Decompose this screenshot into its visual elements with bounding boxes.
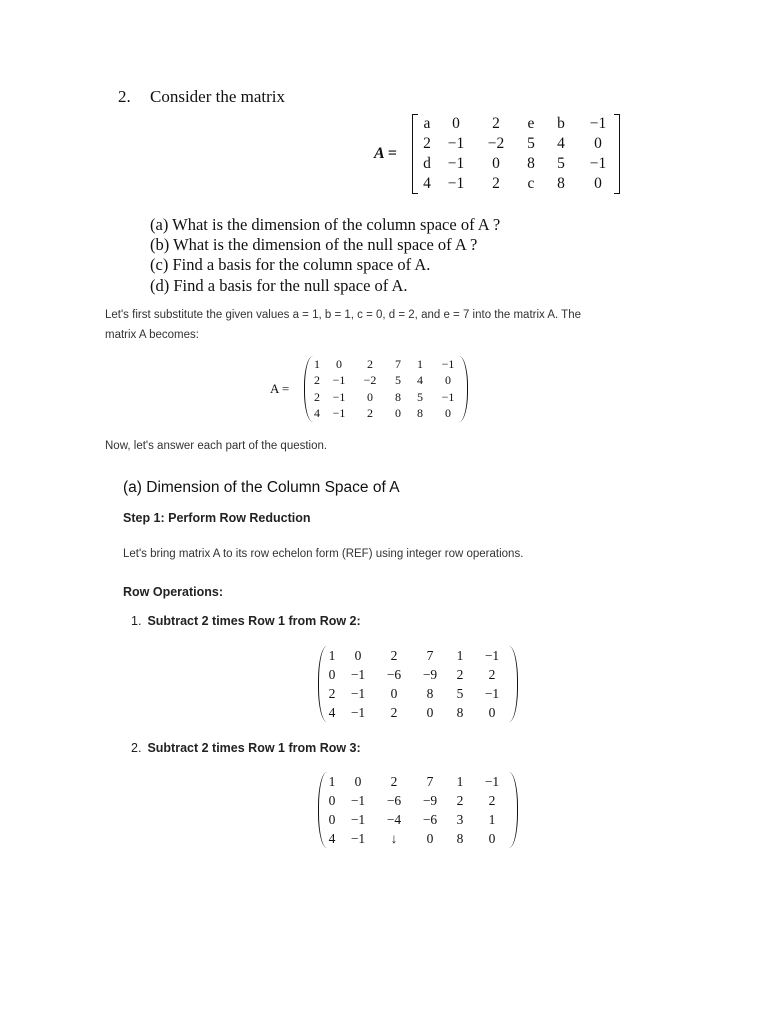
matrix-row [324,829,512,848]
matrix-row [324,791,512,810]
matrix-cell: 1 [328,773,336,789]
matrix-cell: −6 [386,666,402,682]
question-c: (c) Find a basis for the column space of A. [150,255,431,274]
matrix-row [418,134,620,154]
matrix-cell: 8 [527,155,535,172]
matrix-cell: 0 [445,373,451,388]
intro-line-2: matrix A becomes: [105,329,199,341]
matrix-cell: 5 [527,135,535,152]
matrix-cell: 5 [417,389,423,404]
matrix-cell: 4 [328,830,336,846]
matrix-row [309,406,465,423]
matrix-cell: 0 [445,406,451,421]
op-1 [131,614,361,628]
matrix-cell: −6 [422,811,438,827]
matrix-cell: 2 [456,666,464,682]
matrix-cell: 0 [336,356,342,371]
matrix-cell: 8 [456,704,464,720]
matrix-cell: b [557,115,565,132]
matrix-cell: −1 [447,175,465,192]
matrix-cell: 2 [390,704,398,720]
answer-matrix-label: A = [270,381,290,396]
question-a: (a) What is the dimension of the column space of A ? [150,215,501,234]
now-text: Now, let's answer each part of the question. [105,440,328,452]
matrix-cell: 5 [557,155,565,172]
matrix-cell: 2 [390,647,398,663]
matrix-cell: 0 [492,155,500,172]
matrix-cell: 4 [314,406,320,421]
matrix-cell: −1 [350,830,366,846]
matrix-cell: 7 [426,773,434,789]
problem-matrix [412,114,620,194]
arrow-down-icon: ↓ [390,830,398,846]
matrix-cell: 0 [367,389,373,404]
matrix-row [324,646,512,665]
matrix-cell: 1 [417,356,423,371]
matrix-cell: 2 [492,175,500,192]
matrix-cell: −1 [589,115,607,132]
matrix-row [309,389,465,406]
step1-text: Let's bring matrix A to its row echelon form (REF) using integer row operations. [123,548,524,560]
matrix-row [324,665,512,684]
matrix-cell: 4 [557,135,565,152]
matrix-row [418,174,620,194]
op-2-matrix [318,772,518,848]
matrix-cell: 2 [328,685,336,701]
matrix-cell: 0 [488,704,496,720]
intro-line-1: Let's first substitute the given values a = 1, b = 1, c = 0, d = 2, and e = 7 into the matrix A. The [105,309,582,321]
matrix-cell: −1 [589,155,607,172]
matrix-cell: 8 [456,830,464,846]
matrix-cell: 0 [328,666,336,682]
op-2-text: Subtract 2 times Row 1 from Row 3: [147,741,361,755]
matrix-cell: 8 [557,175,565,192]
matrix-cell: 1 [456,647,464,663]
matrix-cell: 2 [492,115,500,132]
matrix-cell: 0 [426,704,434,720]
matrix-cell: −1 [350,811,366,827]
matrix-cell: −6 [386,792,402,808]
matrix-cell: −1 [484,685,500,701]
problem-intro: Consider the matrix [150,87,286,106]
matrix-cell: −9 [422,666,438,682]
matrix-cell: −2 [487,135,505,152]
matrix-cell: 0 [354,773,362,789]
matrix-row [324,684,512,703]
op-2 [131,741,361,755]
matrix-cell: 0 [426,830,434,846]
question-d: (d) Find a basis for the null space of A. [150,276,408,295]
matrix-cell: 2 [488,666,496,682]
matrix-cell: −1 [447,155,465,172]
matrix-cell: −1 [484,647,500,663]
matrix-cell: −1 [332,406,346,421]
matrix-cell: 2 [423,135,431,152]
matrix-cell: 0 [390,685,398,701]
matrix-row [309,373,465,390]
matrix-cell: 5 [395,373,401,388]
matrix-cell: 1 [456,773,464,789]
matrix-cell: 2 [314,373,320,388]
matrix-row [418,154,620,174]
matrix-cell: 4 [328,704,336,720]
matrix-cell: −1 [350,704,366,720]
matrix-cell: −1 [350,666,366,682]
op-2-number: 2. [131,741,142,755]
matrix-cell: 1 [488,811,496,827]
matrix-cell: 2 [390,773,398,789]
matrix-row [418,114,620,134]
matrix-cell: 0 [452,115,460,132]
row-ops-title: Row Operations: [123,585,224,599]
matrix-cell: 5 [456,685,464,701]
matrix-cell: 0 [328,811,336,827]
matrix-row [324,772,512,791]
problem-number: 2. [118,87,131,106]
matrix-row [324,703,512,722]
matrix-cell: −9 [422,792,438,808]
matrix-label: A = [374,145,397,162]
matrix-cell: e [527,115,535,132]
matrix-cell: −1 [332,389,346,404]
matrix-cell: 0 [328,792,336,808]
step1-title: Step 1: Perform Row Reduction [123,511,311,525]
matrix-cell: 2 [488,792,496,808]
matrix-cell: 8 [395,389,401,404]
matrix-cell: 2 [456,792,464,808]
matrix-cell: c [527,175,535,192]
matrix-cell: −1 [441,356,455,371]
matrix-cell: 1 [314,356,320,371]
matrix-row [309,356,465,373]
matrix-cell: 2 [314,389,320,404]
matrix-cell: 1 [328,647,336,663]
matrix-cell: −1 [332,373,346,388]
matrix-cell: 7 [395,356,401,371]
matrix-cell: 0 [354,647,362,663]
matrix-cell: 0 [488,830,496,846]
matrix-cell: 2 [367,356,373,371]
matrix-cell: 2 [367,406,373,421]
op-1-number: 1. [131,614,142,628]
matrix-cell: 3 [456,811,464,827]
substituted-matrix [304,356,468,422]
matrix-cell: −1 [350,792,366,808]
matrix-cell: d [423,155,431,172]
matrix-cell: 0 [594,175,602,192]
section-a-title: (a) Dimension of the Column Space of A [123,479,400,496]
matrix-cell: −1 [441,389,455,404]
matrix-cell: −4 [386,811,402,827]
matrix-cell: 0 [594,135,602,152]
matrix-cell: −1 [484,773,500,789]
matrix-cell: 8 [426,685,434,701]
matrix-row [324,810,512,829]
op-1-text: Subtract 2 times Row 1 from Row 2: [147,614,361,628]
matrix-cell: −1 [350,685,366,701]
matrix-cell: 4 [417,373,423,388]
matrix-cell: 0 [395,406,401,421]
matrix-cell: 7 [426,647,434,663]
matrix-cell: −2 [363,373,377,388]
op-1-matrix [318,646,518,722]
matrix-cell: 4 [423,175,431,192]
matrix-cell: a [423,115,431,132]
question-b: (b) What is the dimension of the null space of A ? [150,235,478,254]
matrix-cell: 8 [417,406,423,421]
matrix-cell: −1 [447,135,465,152]
